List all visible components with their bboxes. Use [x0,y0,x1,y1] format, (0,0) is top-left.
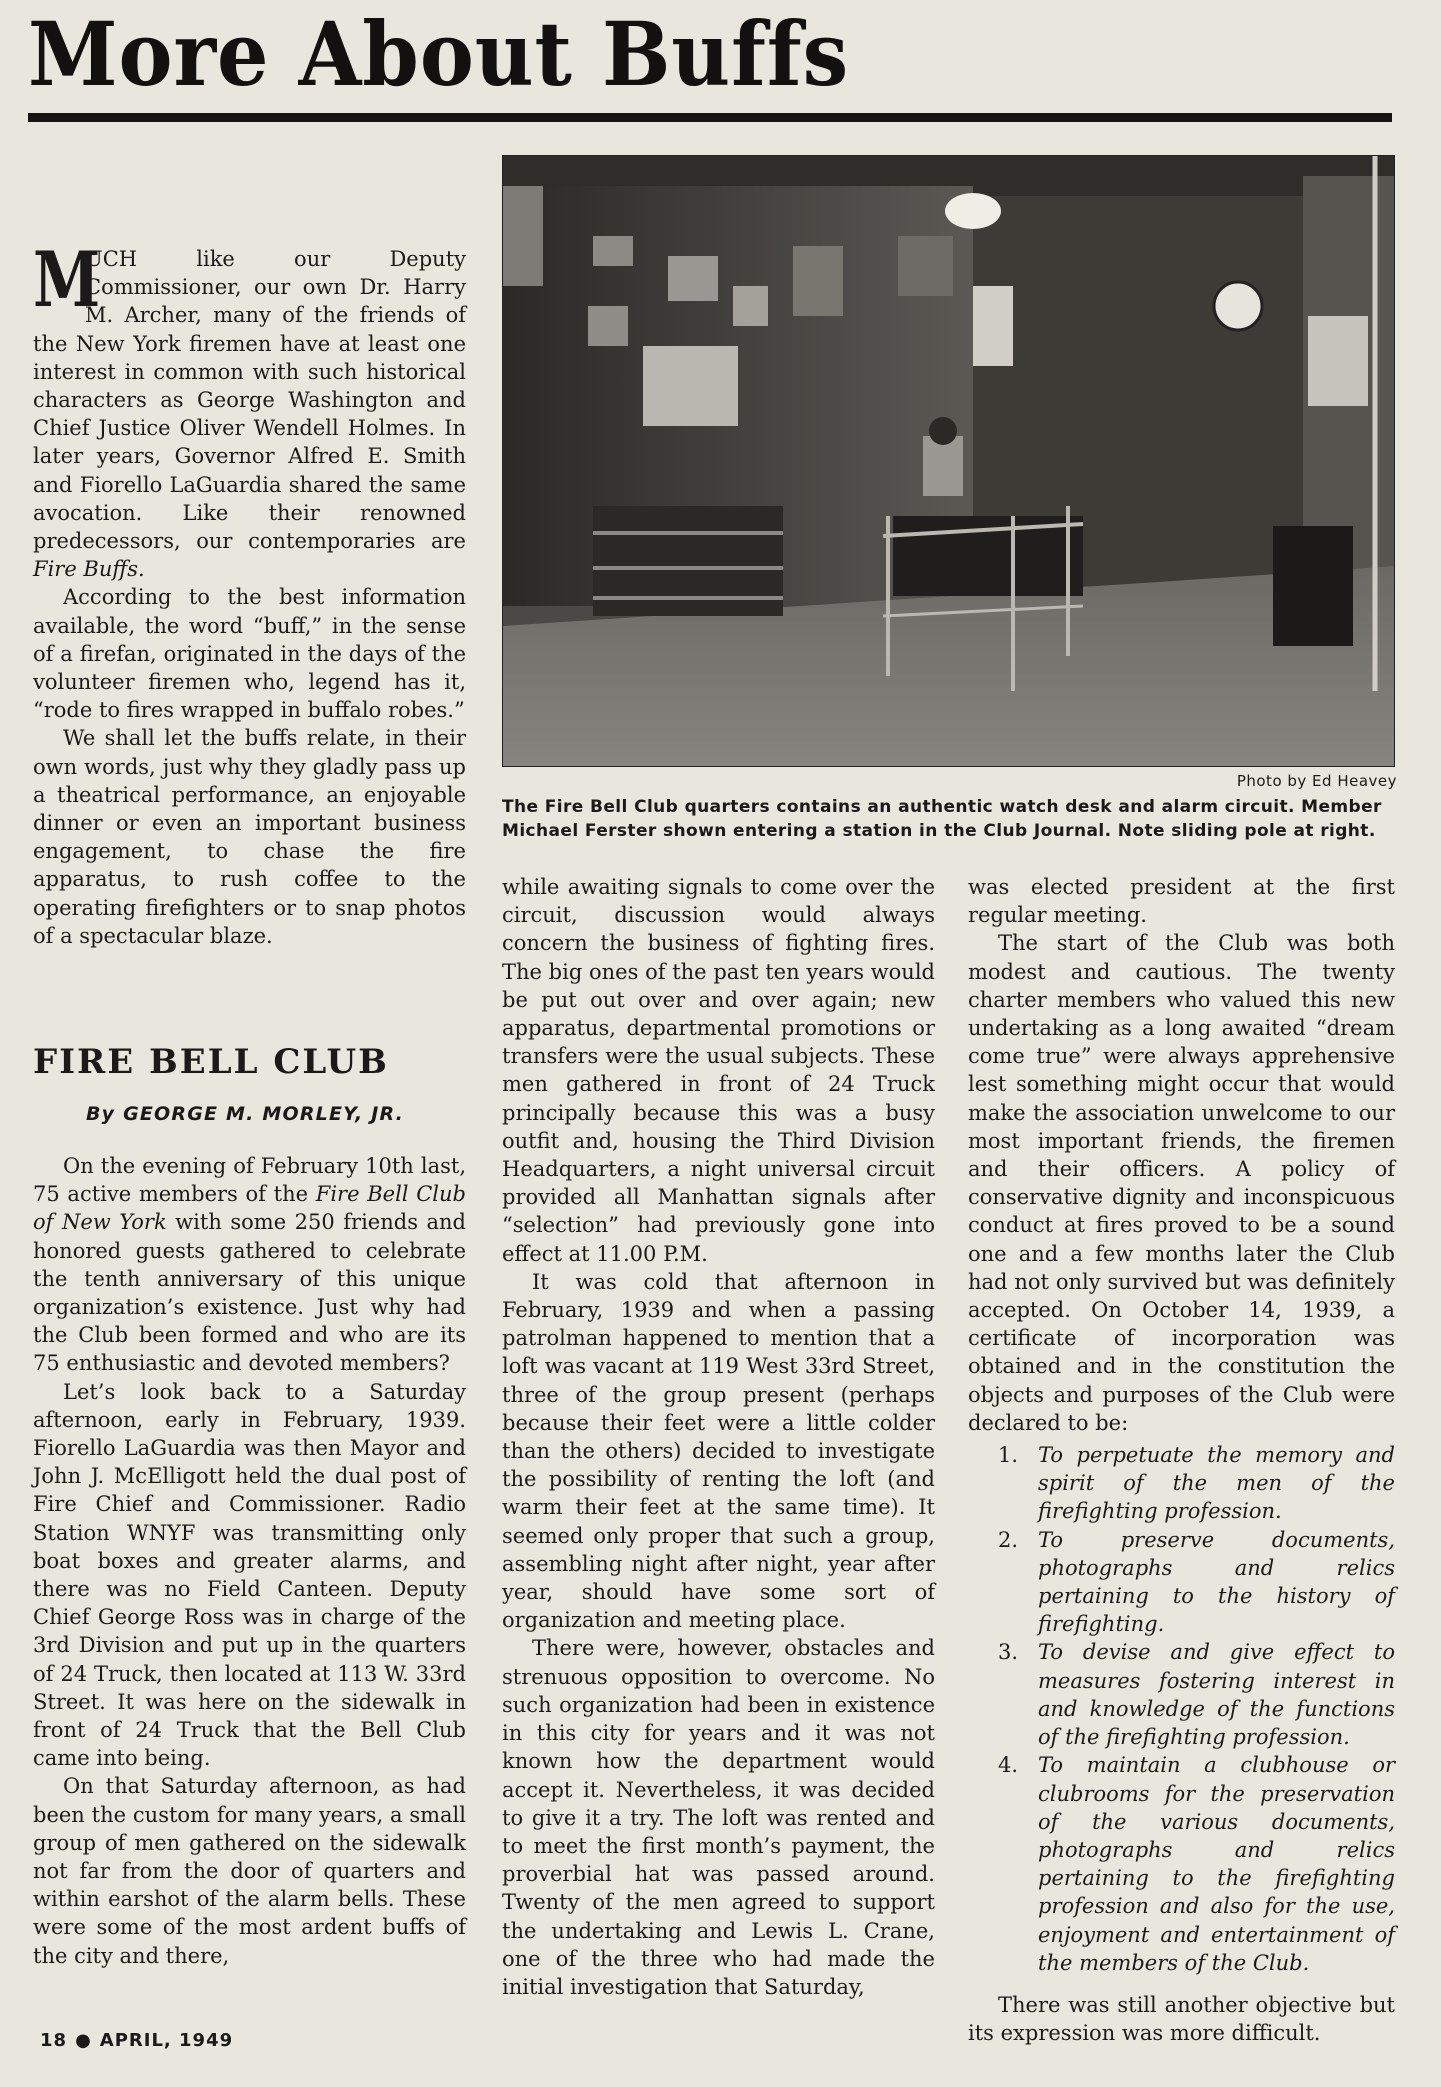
article-column-3 [968,873,1395,2047]
article-paragraph: It was cold that afternoon in February, 1939 and when a passing patrolman happened to mention that a loft was vacant at 119 West 33rd Street, three of the group present (perhaps because their feet were a little colder than the others) decided to investigate the possibility of renting the loft (and warm their feet at the same time). It seemed only proper that such a group, assembling night after night, year after year, should have some sort of organization and meeting place. [502,1269,935,1633]
intro-paragraph-1: M UCH like our Deputy Commissioner, our own Dr. Harry M. Archer, many of the friends of the New York firemen have at least one interest in common with such historical characters as George Washington and Chief Justice Oliver Wendell Holmes. In later years, Governor Alfred E. Smith and Fiorello LaGuardia shared the same avocation. Like their renowned predecessors, our contemporaries are Fire Buffs. [33,235,466,582]
photo-caption: The Fire Bell Club quarters contains an authentic watch desk and alarm circuit. Member Michael Ferster shown entering a station in the Club Journal. Note sliding pole at right. [502,797,1382,841]
photo-credit: Photo by Ed Heavey [1236,772,1397,790]
objective-item: 2. To preserve documents, photographs and relics pertaining to the history of firefighting. [998,1527,1395,1637]
article-paragraph: There were, however, obstacles and strenuous opposition to overcome. No such organization had been in existence in this city for years and it was not known how the department would accept it. Nevertheless, it was decided to give it a try. The loft was rented and to meet the first month’s payment, the proverbial hat was passed around. Twenty of the men agreed to support the undertaking and Lewis L. Crane, one of the three who had made the initial investigation that Saturday, [502,1636,935,1999]
drop-cap: M [33,235,101,324]
article-paragraph: The start of the Club was both modest and cautious. The twenty charter members who valued this new undertaking as a long awaited “dream come true” were always apprehensive lest something might occur that would make the association unwelcome to our most important friends, the firemen and their officers. A policy of conservative dignity and inconspicuous conduct at fires proved to be a sound one and a few months later the Club had not only survived but was definitely accepted. On October 14, 1939, a certificate of incorporation was obtained and in the constitution the objects and purposes of the Club were declared to be: [968,931,1395,1435]
author-byline: By GEORGE M. MORLEY, JR. [86,1103,405,1125]
club-quarters-photo [502,155,1395,767]
objective-item: 4. To maintain a clubhouse or clubrooms for the preservation of the various documents, photographs and relics pertaining to the firefighting profession and also for the use, enjoyment and entertainment of the members of the Club. [998,1753,1395,1975]
article-paragraph: Let’s look back to a Saturday afternoon, early in February, 1939. Fiorello LaGuardia was then Mayor and John J. McElligott held the dual post of Fire Chief and Commissioner. Radio Station WNYF was transmitting only boat boxes and greater alarms, and there was no Field Canteen. Deputy Chief George Ross was in charge of the 3rd Division and put up in the quarters of 24 Truck, then located at 113 W. 33rd Street. It was here on the sidewalk in front of 24 Truck that the Bell Club came into being. [33,1379,466,1771]
intro-paragraph-3: We shall let the buffs relate, in their own words, just why they gladly pass up a theatrical performance, an enjoyable dinner or even an important business engagement, to chase the fire apparatus, to rush coffee to the operating firefighters or to snap photos of a spectacular blaze. [33,726,466,948]
intro-column [33,235,466,950]
section-title: FIRE BELL CLUB [33,1042,389,1082]
objective-item: 1. To perpetuate the memory and spirit of the men of the firefighting profession. [998,1443,1395,1524]
page-footer [40,2030,233,2051]
article-paragraph: was elected president at the first regular meeting. [968,875,1395,928]
article-paragraph: There was still another objective but its expression was more difficult. [968,1992,1395,2046]
article-paragraph: while awaiting signals to come over the circuit, discussion would always concern the business of fighting fires. The big ones of the past ten years would be put out over and over again; new apparatus, departmental promotions or transfers were the usual subjects. These men gathered in front of 24 Truck principally because this was a busy outfit and, housing the Third Division Headquarters, a night universal circuit provided all Manhattan signals after “selection” had previously gone into effect at 11.00 P.M. [502,875,935,1266]
headline-rule [28,113,1392,122]
page-number: 18 [40,2030,68,2051]
article-paragraph: On the evening of February 10th last, 75 active members of the Fire Bell Club of New York with some 250 friends and honored guests gathered to celebrate the tenth anniversary of this unique organization’s existence. Just why had the Club been formed and who are its 75 enthusiastic and devoted members? [33,1154,466,1376]
bullet-icon: ● [75,2030,92,2051]
intro-paragraph-2: According to the best information available, the word “buff,” in the sense of a firefan, originated in the days of the volunteer firemen who, legend has it, “rode to fires wrapped in buffalo robes.” [33,585,466,723]
objective-item: 3. To devise and give effect to measures fostering interest in and knowledge of the functions of the firefighting profession. [998,1640,1395,1750]
page-headline: More About Buffs [28,2,850,106]
article-column-2 [502,873,935,2001]
article-paragraph: On that Saturday afternoon, as had been the custom for many years, a small group of men gathered on the sidewalk not far from the door of quarters and within earshot of the alarm bells. These were some of the most ardent buffs of the city and there, [33,1774,466,1968]
issue-date: APRIL, 1949 [99,2030,234,2051]
article-column-1 [33,1152,466,1970]
club-objectives-list [968,1441,1395,1977]
